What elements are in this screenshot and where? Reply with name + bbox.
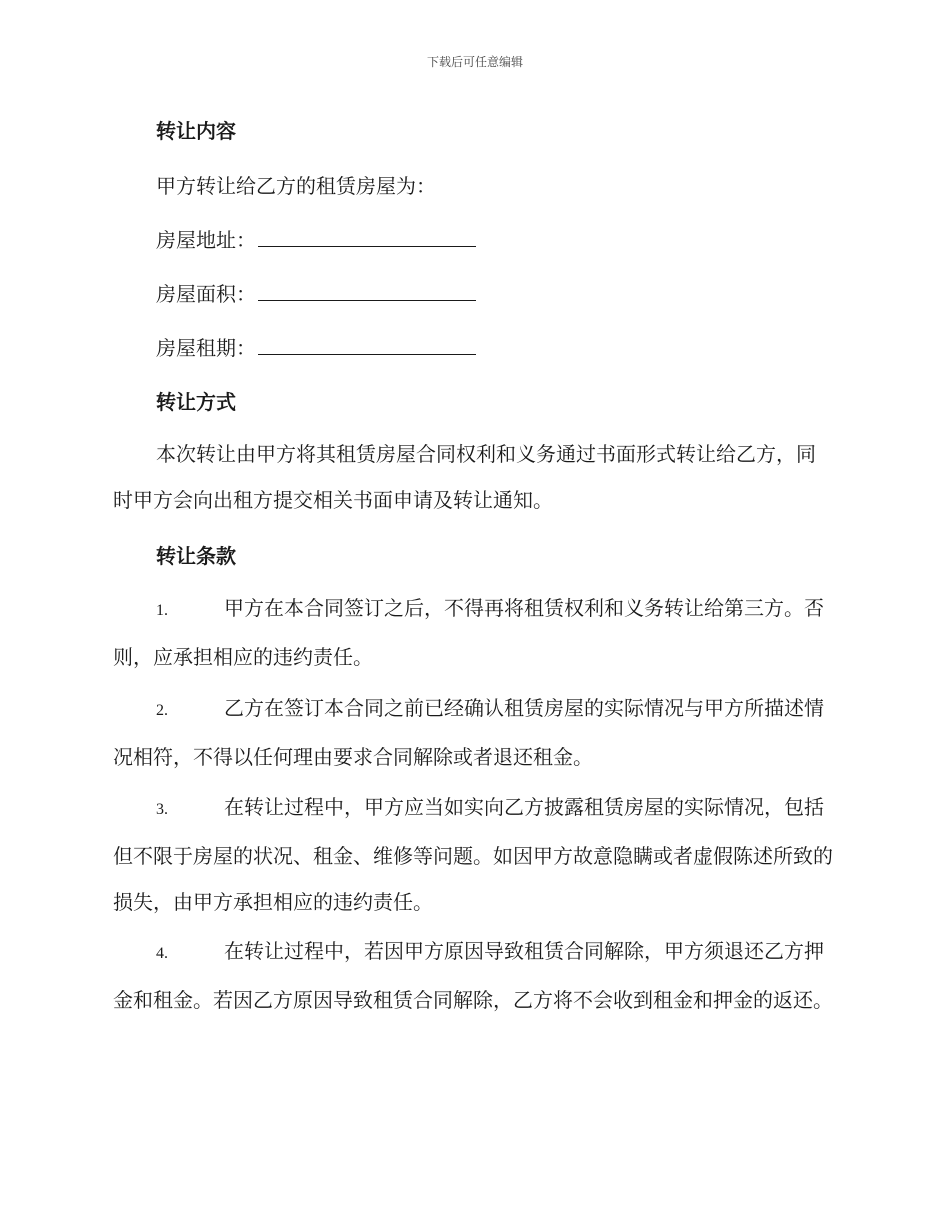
term-number: 4. xyxy=(156,945,168,962)
field-label-area: 房屋面积： xyxy=(156,282,256,306)
transfer-method-paragraph xyxy=(113,431,835,523)
term-number: 2. xyxy=(156,702,168,719)
term-text: 乙方在签订本合同之前已经确认租赁房屋的实际情况与甲方所描述情况相符，不得以任何理由要求合同解除或者退还租金。 xyxy=(113,696,824,769)
area-blank-line xyxy=(258,282,476,301)
term-blank-line xyxy=(258,336,476,355)
field-label-term: 房屋租期： xyxy=(156,336,256,360)
term-text: 在转让过程中，若因甲方原因导致租赁合同解除，甲方须退还乙方押金和租金。若因乙方原因导致租赁合同解除，乙方将不会收到租金和押金的返还。 xyxy=(113,939,833,1012)
page-header: 下载后可任意编辑 xyxy=(426,55,523,69)
term-item xyxy=(113,928,835,1023)
field-label-address: 房屋地址： xyxy=(156,228,256,252)
term-item xyxy=(113,685,835,780)
field-house-term xyxy=(156,332,476,361)
transfer-method-text: 本次转让由甲方将其租赁房屋合同权利和义务通过书面形式转让给乙方，同时甲方会向出租方提交相关书面申请及转让通知。 xyxy=(113,442,816,512)
section-title-transfer-content: 转让内容 xyxy=(156,119,236,143)
field-house-address xyxy=(156,224,476,253)
section-title-transfer-terms: 转让条款 xyxy=(156,544,236,568)
address-blank-line xyxy=(258,228,476,247)
term-number: 1. xyxy=(156,602,168,619)
term-text: 在转让过程中，甲方应当如实向乙方披露租赁房屋的实际情况，包括但不限于房屋的状况、租金、维修等问题。如因甲方故意隐瞒或者虚假陈述所致的损失，由甲方承担相应的违约责任。 xyxy=(113,795,833,914)
term-item xyxy=(113,784,835,925)
field-house-area xyxy=(156,278,476,307)
term-text: 甲方在本合同签订之后，不得再将租赁权利和义务转让给第三方。否则，应承担相应的违约责任。 xyxy=(113,596,824,669)
term-item xyxy=(113,585,835,680)
transfer-intro: 甲方转让给乙方的租赁房屋为： xyxy=(156,174,436,198)
term-number: 3. xyxy=(156,801,168,818)
section-title-transfer-method: 转让方式 xyxy=(156,390,236,414)
